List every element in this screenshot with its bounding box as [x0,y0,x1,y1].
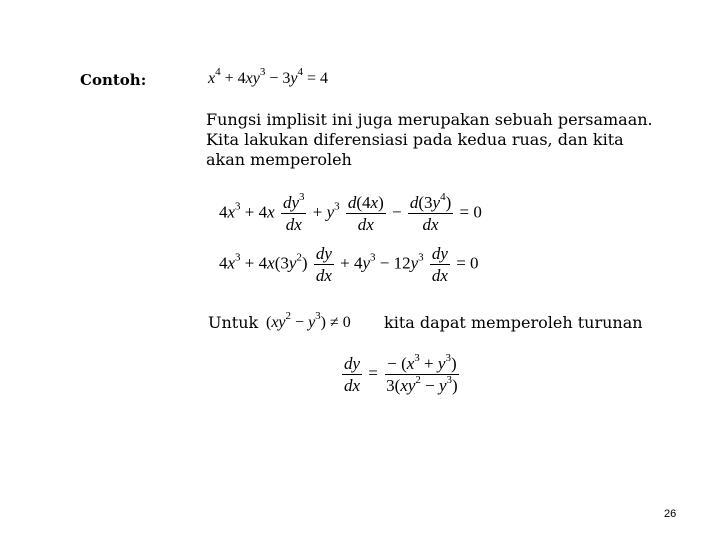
condition-expression: $(xy^2 - y^3) \ne 0$ [266,310,351,331]
given-equation: $x^4 + 4xy^3 - 3y^4 = 4$ [208,66,329,87]
final-derivative: $\frac{dy}{dx}$ = $\frac{- (x^3 + y^3)}{3(xy^2 - y^3)}$ [344,352,458,395]
explanation-paragraph: Fungsi implisit ini juga merupakan sebuah persamaan. Kita lakukan diferensiasi pada kedua ruas, dan kita akan memperoleh [206,110,653,169]
derivative-equation-1: $4x^3 + 4x$ $\frac{dy^3}{dx}$ + $y^3$ $\frac{d(4x)}{dx}$ − $\frac{d(3y^4)}{dx}$ = 0 [219,191,482,234]
page-number: 26 [664,508,677,520]
derivative-equation-2: $4x^3 + 4x(3y^2)$ $\frac{dy}{dx}$ + $4y^3 - 12y^3$ $\frac{dy}{dx}$ = 0 [219,244,479,285]
result-text: kita dapat memperoleh turunan [384,313,643,332]
example-label: Contoh: [80,71,147,89]
untuk-text: Untuk [208,313,259,332]
